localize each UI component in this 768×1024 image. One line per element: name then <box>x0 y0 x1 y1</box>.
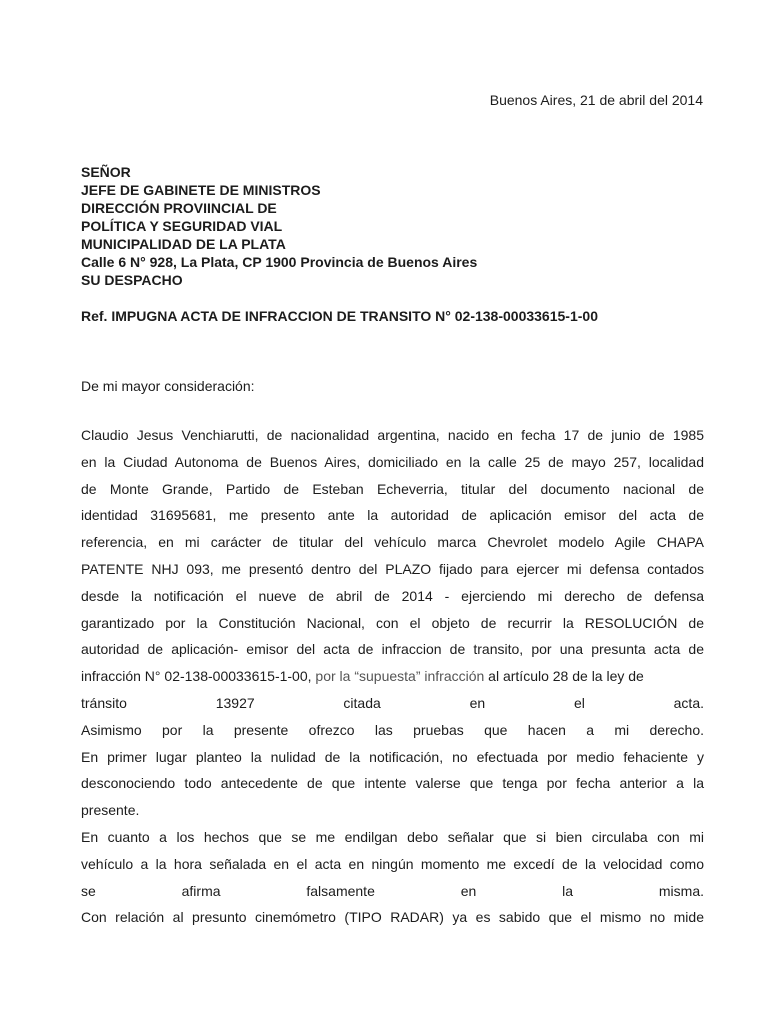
reference-line: Ref. IMPUGNA ACTA DE INFRACCION DE TRANSITO N° 02-138-00033615-1-00 <box>81 308 598 324</box>
recipient-line: SU DESPACHO <box>81 272 183 288</box>
body-line: Con relación al presunto cinemómetro (TIPO RADAR) ya es sabido que el mismo no mide <box>81 909 704 926</box>
body-line: presente. <box>81 802 140 819</box>
body-line: referencia, en mi carácter de titular del vehículo marca Chevrolet modelo Agile CHAPA <box>81 534 704 551</box>
body-line: identidad 31695681, me presento ante la autoridad de aplicación emisor del acta de <box>81 507 704 524</box>
body-line: garantizado por la Constitución Nacional, con el objeto de recurrir la RESOLUCIÓN de <box>81 614 704 631</box>
body-line: vehículo a la hora señalada en el acta en ningún momento me excedí de la velocidad como <box>81 855 704 872</box>
body-line-mixed <box>81 663 704 690</box>
letter-date: Buenos Aires, 21 de abril del 2014 <box>489 92 703 108</box>
recipient-line: POLÍTICA Y SEGURIDAD VIAL <box>81 218 283 234</box>
body-line: Claudio Jesus Venchiarutti, de nacionalidad argentina, nacido en fecha 17 de junio de 1985 <box>81 427 704 443</box>
body-line: PATENTE NHJ 093, me presentó dentro del PLAZO fijado para ejercer mi defensa contados <box>81 560 704 577</box>
body-line: En cuanto a los hechos que se me endilgan debo señalar que si bien circulaba con mi <box>81 828 704 845</box>
recipient-line: SEÑOR <box>81 164 131 180</box>
recipient-line: MUNICIPALIDAD DE LA PLATA <box>81 236 286 252</box>
body-line: en la Ciudad Autonoma de Buenos Aires, domiciliado en la calle 25 de mayo 257, localidad <box>81 453 704 470</box>
body-line: se afirma falsamente en la misma. <box>81 882 704 899</box>
body-line: Asimismo por la presente ofrezco las pruebas que hacen a mi derecho. <box>81 721 704 738</box>
recipient-line: DIRECCIÓN PROVIINCIAL DE <box>81 200 277 216</box>
body-line: desconociendo todo antecedente de que intente valerse que tenga por fecha anterior a la <box>81 775 704 792</box>
body-segment: al artículo 28 de la ley de <box>484 668 644 685</box>
body-segment-soft: por la “supuesta” infracción <box>311 668 485 685</box>
letter-body <box>81 422 704 931</box>
body-line: desde la notificación el nueve de abril de 2014 - ejerciendo mi derecho de defensa <box>81 587 704 604</box>
body-segment: infracción N° 02-138-00033615-1-00, <box>81 668 312 685</box>
recipient-line: JEFE DE GABINETE DE MINISTROS <box>81 182 321 198</box>
greeting: De mi mayor consideración: <box>81 378 255 394</box>
body-line: En primer lugar planteo la nulidad de la notificación, no efectuada por medio fehaciente y <box>81 748 704 765</box>
body-line: tránsito 13927 citada en el acta. <box>81 694 704 711</box>
recipient-block <box>81 163 477 289</box>
recipient-line: Calle 6 N° 928, La Plata, CP 1900 Provincia de Buenos Aires <box>81 254 478 270</box>
body-line: de Monte Grande, Partido de Esteban Echeverria, titular del documento nacional de <box>81 480 704 497</box>
body-line: autoridad de aplicación- emisor del acta de infraccion de transito, por una presunta acta de <box>81 641 704 658</box>
